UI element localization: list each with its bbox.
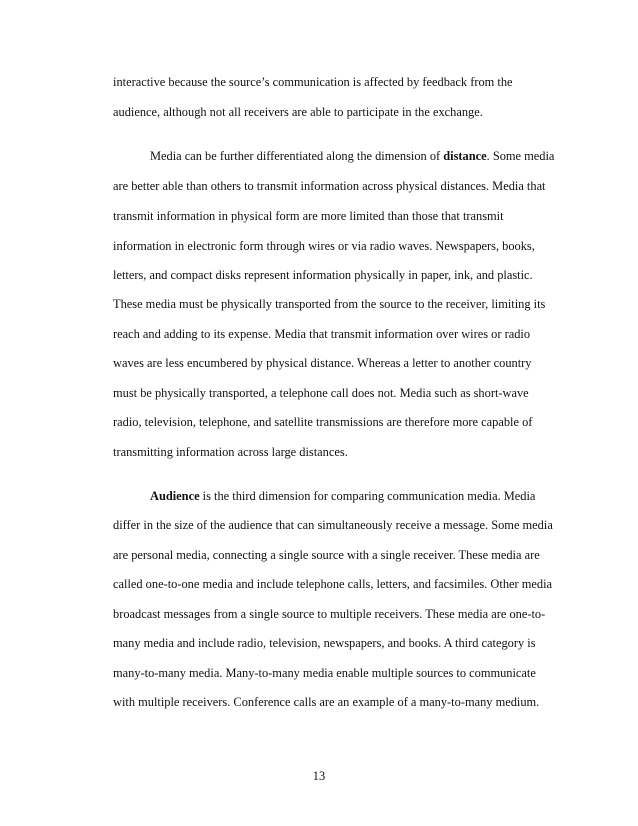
text-line — [113, 517, 553, 533]
line-text: many-to-many media. Many-to-many media enable multiple sources to communicate — [113, 666, 536, 680]
text-line — [113, 606, 545, 622]
text-line — [113, 208, 504, 224]
page-number: 13 — [312, 769, 326, 783]
line-text: are better able than others to transmit information across physical distances. Media that — [113, 179, 546, 193]
line-text: with multiple receivers. Conference calls are an example of a many-to-many medium. — [113, 695, 540, 709]
line-text: are personal media, connecting a single source with a single receiver. These media are — [113, 548, 540, 562]
line-text: reach and adding to its expense. Media that transmit information over wires or radio — [113, 327, 531, 341]
text-line — [113, 414, 532, 430]
line-text: letters, and compact disks represent information physically in paper, ink, and plastic. — [113, 268, 533, 282]
text-line — [113, 694, 539, 710]
line-text: information in electronic form through wires or via radio waves. Newspapers, books, — [113, 239, 535, 253]
line-text: called one-to-one media and include telephone calls, letters, and facsimiles. Other media — [113, 577, 553, 591]
text-line — [113, 178, 546, 194]
text-line — [113, 547, 540, 563]
line-text: many media and include radio, television, newspapers, and books. A third category is — [113, 636, 536, 650]
paragraph-first-line — [150, 148, 554, 164]
text-line — [113, 74, 513, 90]
text-line — [113, 326, 530, 342]
text-line — [113, 444, 348, 460]
line-text: transmit information in physical form are more limited than those that transmit — [113, 209, 504, 223]
line-text: Media can be further differentiated along the dimension of — [150, 149, 444, 163]
text-line — [113, 267, 533, 283]
line-text: differ in the size of the audience that can simultaneously receive a message. Some media — [113, 518, 553, 532]
line-text: waves are less encumbered by physical distance. Whereas a letter to another country — [113, 356, 532, 370]
text-line — [113, 385, 529, 401]
line-text: These media must be physically transported from the source to the receiver, limiting its — [113, 297, 546, 311]
line-text: . Some media — [486, 149, 555, 163]
emphasized-term-distance: distance — [443, 149, 487, 163]
line-text: radio, television, telephone, and satellite transmissions are therefore more capable of — [113, 415, 533, 429]
text-line — [113, 104, 483, 120]
line-text: audience, although not all receivers are able to participate in the exchange. — [113, 105, 483, 119]
line-text: broadcast messages from a single source to multiple receivers. These media are one-to- — [113, 607, 546, 621]
text-line — [113, 665, 536, 681]
text-line — [113, 576, 552, 592]
emphasized-term-audience: Audience — [150, 489, 200, 503]
paragraph-first-line — [150, 488, 535, 504]
line-text: transmitting information across large distances. — [113, 445, 348, 459]
text-line — [113, 355, 531, 371]
line-text: is the third dimension for comparing communication media. Media — [199, 489, 536, 503]
line-text: must be physically transported, a telephone call does not. Media such as short-wave — [113, 386, 529, 400]
line-text: interactive because the source’s communication is affected by feedback from the — [113, 75, 513, 89]
text-line — [113, 296, 545, 312]
text-line — [113, 238, 535, 254]
text-line — [113, 635, 536, 651]
